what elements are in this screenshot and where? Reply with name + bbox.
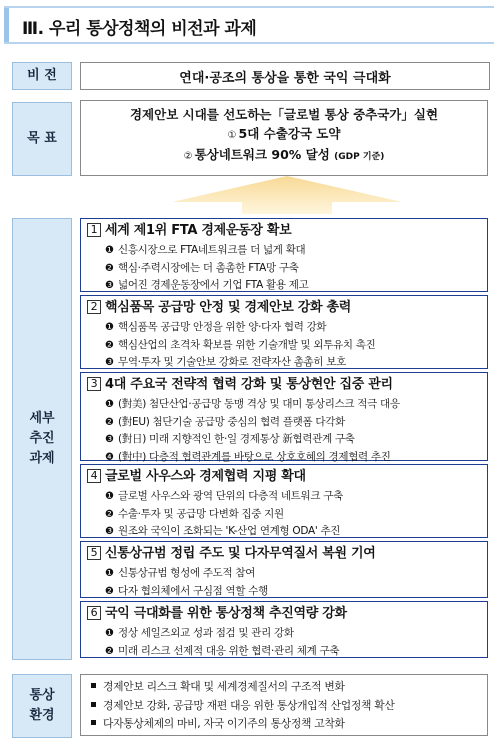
task-box [80, 372, 488, 461]
numbered-bullet-icon: ❸ [105, 526, 114, 537]
env-item-text: 경제안보 강화, 공급망 재편 대응 위한 통상개입적 산업정책 확산 [103, 698, 395, 712]
env-item [91, 678, 487, 697]
task-title [87, 545, 479, 563]
task-item-text: 미래 리스크 선제적 대응 위한 협력·관리 체계 구축 [118, 644, 340, 657]
page-title: Ⅲ. 우리 통상정책의 비전과 과제 [22, 19, 257, 39]
task-item-text: (對EU) 첨단기술 공급망 중심의 협력 플랫폼 다각화 [118, 415, 345, 428]
task-number: 1 [87, 223, 101, 237]
task-item [105, 277, 479, 295]
numbered-bullet-icon: ❹ [105, 451, 114, 463]
task-title [87, 299, 479, 317]
task-box [80, 541, 488, 598]
goal-main: 경제안보 시대를 선도하는「글로벌 통상 중추국가」실현 [129, 107, 439, 122]
task-item [105, 488, 479, 506]
numbered-bullet-icon: ❶ [105, 491, 114, 502]
task-number: 2 [87, 300, 101, 314]
task-item-list [87, 488, 479, 541]
goal-box [80, 100, 488, 176]
task-title [87, 376, 479, 394]
task-title-text: 국익 극대화를 위한 통상정책 추진역량 강화 [105, 606, 347, 621]
task-title [87, 222, 479, 240]
task-box [80, 295, 488, 369]
task-title [87, 605, 479, 623]
goal-item-text: 5대 수출강국 도약 [238, 126, 341, 141]
task-item [105, 565, 479, 583]
task-title [87, 468, 479, 486]
label-tasks: 세부 추진 과제 [12, 218, 72, 660]
task-box [80, 464, 488, 538]
env-item [91, 697, 487, 716]
numbered-bullet-icon: ❸ [105, 280, 114, 291]
numbered-bullet-icon: ❷ [105, 262, 114, 274]
label-environment: 통상 환경 [12, 674, 72, 738]
numbered-bullet-icon: ❷ [105, 416, 114, 428]
task-item-list [87, 319, 479, 372]
task-item-text: (對日) 미래 지향적인 한·일 경제통상 新협력관계 구축 [118, 433, 355, 445]
goal-item [81, 145, 487, 167]
task-title-text: 핵심품목 공급망 안정 및 경제안보 강화 총력 [105, 300, 351, 315]
numbered-bullet-icon: ❶ [105, 399, 114, 410]
numbered-bullet-icon: ❶ [105, 568, 114, 579]
up-arrow-icon [172, 176, 402, 214]
task-item [105, 396, 479, 414]
goal-item-marker: ① [227, 130, 237, 141]
task-item-text: (對中) 다층적 협력관계를 바탕으로 상호호혜의 경제협력 추진 [118, 450, 391, 463]
task-item-text: 핵심산업의 초격차 확보를 위한 기술개발 및 외투유치 촉진 [118, 338, 376, 351]
task-item-list [87, 242, 479, 295]
task-box [80, 601, 488, 658]
task-item [105, 414, 479, 432]
task-item-text: 핵심·주력시장에는 더 촘촘한 FTA망 구축 [118, 261, 299, 274]
numbered-bullet-icon: ❶ [105, 322, 114, 333]
task-item [105, 523, 479, 541]
label-vision: 비 전 [12, 62, 72, 90]
task-title-text: 글로벌 사우스와 경제협력 지평 확대 [105, 469, 306, 484]
task-number: 4 [87, 469, 101, 483]
task-item-text: 다자 협의체에서 구심점 역할 수행 [118, 584, 268, 597]
numbered-bullet-icon: ❷ [105, 585, 114, 597]
numbered-bullet-icon: ❸ [105, 434, 114, 445]
task-item [105, 260, 479, 278]
goal-item [81, 124, 487, 145]
square-bullet-icon [91, 720, 96, 725]
task-item [105, 242, 479, 260]
env-item-text: 다자통상체제의 마비, 자국 이기주의 통상정책 고착화 [103, 717, 345, 730]
goal-item-note: (GDP 기준) [334, 152, 385, 162]
section-title-bar [4, 6, 494, 44]
label-goal: 목 표 [12, 102, 72, 176]
task-item-list [87, 396, 479, 466]
task-item-text: 무역·투자 및 기술안보 강화로 전략자산 촘촘히 보호 [118, 356, 346, 368]
environment-box [80, 674, 488, 736]
task-item [105, 583, 479, 601]
task-number: 3 [87, 377, 101, 391]
task-number: 5 [87, 546, 101, 560]
task-item-text: 원조와 국익이 조화되는 'K-산업 연계형 ODA' 추진 [118, 525, 341, 537]
env-item-text: 경제안보 리스크 확대 및 세계경제질서의 구조적 변화 [103, 680, 345, 693]
numbered-bullet-icon: ❶ [105, 628, 114, 639]
task-item-list [87, 565, 479, 600]
task-number: 6 [87, 606, 101, 620]
task-item [105, 337, 479, 355]
task-item-text: 핵심품목 공급망 안정을 위한 양·다자 협력 강화 [118, 321, 327, 333]
numbered-bullet-icon: ❷ [105, 645, 114, 657]
task-item-text: 넓어진 경제운동장에서 기업 FTA 활용 제고 [118, 279, 309, 291]
task-item [105, 643, 479, 661]
task-item [105, 625, 479, 643]
task-item [105, 506, 479, 524]
task-item-text: (對美) 첨단산업·공급망 동맹 격상 및 대미 통상리스크 적극 대응 [118, 398, 400, 410]
task-box [80, 218, 488, 292]
numbered-bullet-icon: ❶ [105, 245, 114, 256]
task-item [105, 431, 479, 449]
numbered-bullet-icon: ❷ [105, 508, 114, 520]
task-title-text: 4대 주요국 전략적 협력 강화 및 통상현안 집중 관리 [105, 377, 393, 392]
task-item-text: 신흥시장으로 FTA네트워크를 더 넓게 확대 [118, 244, 306, 256]
task-title-text: 세계 제1위 FTA 경제운동장 확보 [105, 223, 292, 238]
task-item-text: 글로벌 사우스와 광역 단위의 다층적 네트워크 구축 [118, 490, 343, 502]
goal-item-marker: ② [183, 151, 193, 162]
task-item [105, 319, 479, 337]
numbered-bullet-icon: ❸ [105, 357, 114, 368]
task-item-text: 정상 세일즈외교 성과 점검 및 관리 강화 [118, 627, 294, 639]
numbered-bullet-icon: ❷ [105, 339, 114, 351]
title-accent-bar [4, 8, 9, 42]
square-bullet-icon [91, 702, 96, 707]
square-bullet-icon [91, 683, 96, 688]
vision-box [80, 62, 490, 90]
vision-text: 연대·공조의 통상을 통한 국익 극대화 [179, 70, 391, 86]
task-title-text: 신통상규범 정립 주도 및 다자무역질서 복원 기여 [105, 546, 376, 561]
task-item-list [87, 625, 479, 660]
task-item-text: 수출·투자 및 공급망 다변화 집중 지원 [118, 507, 284, 520]
env-item [91, 715, 487, 734]
task-item-text: 신통상규범 형성에 주도적 참여 [118, 567, 256, 579]
task-item [105, 354, 479, 372]
goal-item-text: 통상네트워크 90% 달성 [194, 147, 330, 162]
